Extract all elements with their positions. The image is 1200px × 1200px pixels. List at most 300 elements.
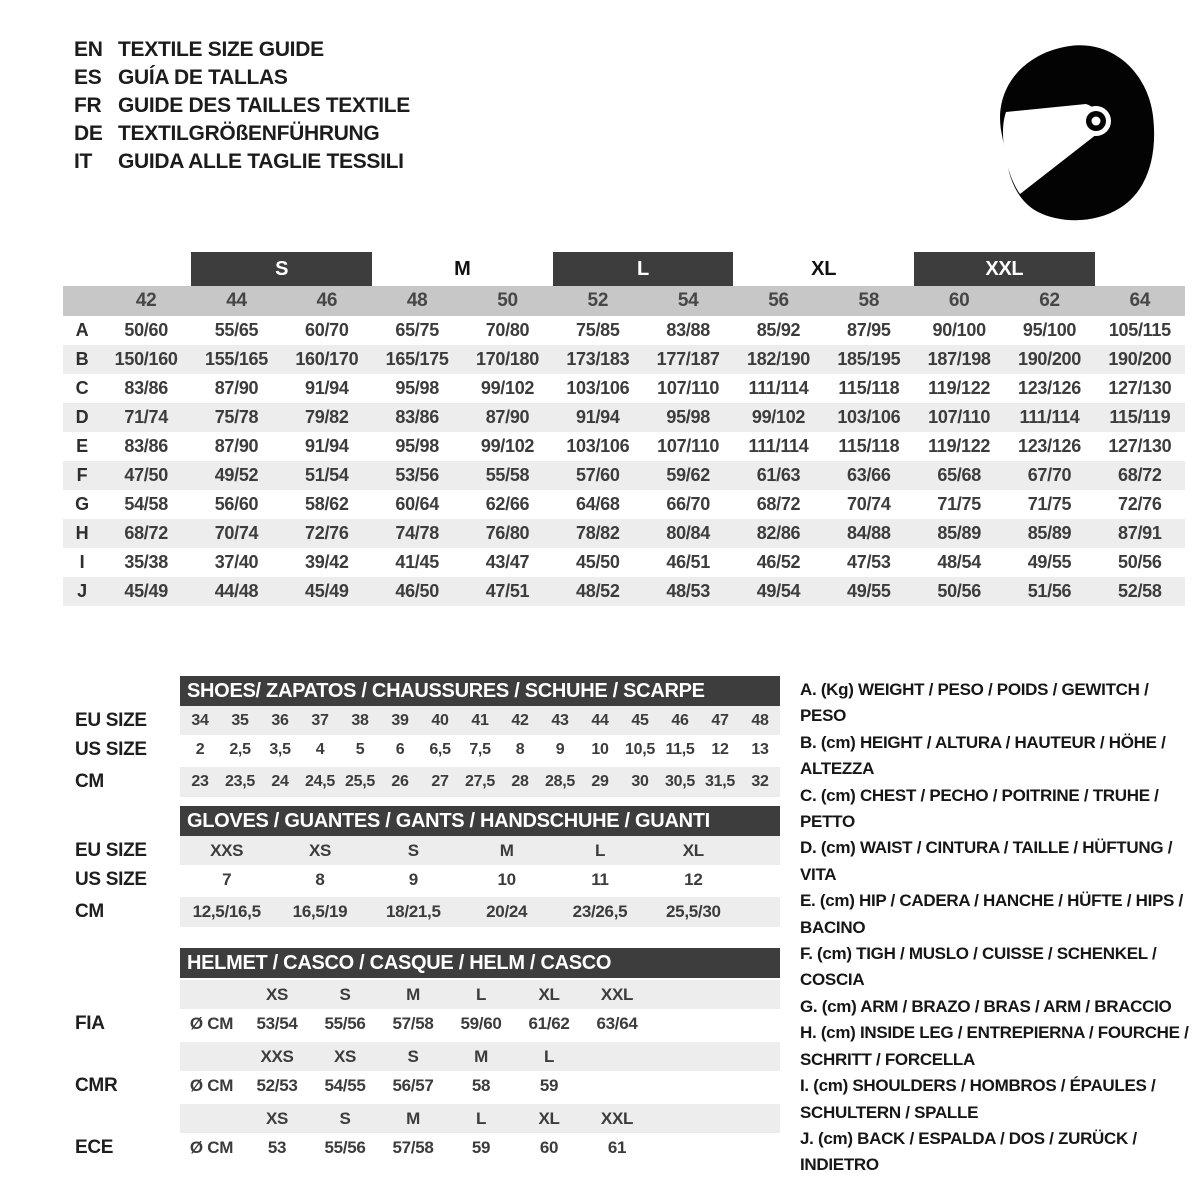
helmet-size-value: 57/58 (392, 1013, 434, 1033)
size-value: 85/89 (937, 523, 981, 543)
size-value: 190/200 (1108, 349, 1172, 369)
size-value: 87/90 (214, 436, 259, 456)
legend-item: B. (cm) HEIGHT / ALTURA / HAUTEUR / HÖHE / ALTEZZA (800, 732, 1166, 779)
size-value: 50/60 (124, 320, 168, 340)
row-label: CM (75, 771, 104, 792)
language-row (74, 64, 410, 92)
size-group-xxl: XXL (914, 252, 1095, 286)
size-row-G (63, 490, 1185, 519)
size-value: 70/74 (214, 523, 259, 543)
diameter-unit: Ø CM (189, 1013, 234, 1033)
size-value: 2,5 (229, 740, 251, 758)
row-grid (180, 897, 740, 927)
size-value: 28,5 (545, 773, 575, 790)
helmet-values-row (63, 1071, 785, 1100)
size-value: 51/54 (305, 465, 349, 485)
size-value: 48/53 (666, 581, 710, 601)
size-value: 170/180 (476, 349, 539, 369)
size-value: 41 (471, 711, 489, 729)
size-value: 127/130 (1108, 378, 1172, 398)
row-grid (180, 1042, 780, 1071)
size-value: 62/66 (485, 494, 530, 514)
size-value: 23,5 (225, 773, 255, 790)
spacer (63, 676, 180, 706)
size-value: 38 (351, 711, 369, 729)
size-value: 49/55 (1027, 552, 1072, 572)
size-value: 12,5/16,5 (192, 902, 261, 921)
size-value: 49/55 (847, 581, 891, 601)
size-value: 46/52 (756, 552, 801, 572)
size-value: 2 (195, 740, 205, 758)
size-value: 43/47 (485, 552, 530, 572)
size-value: 57/60 (576, 465, 620, 485)
spacer (180, 980, 243, 1009)
row-label: EU SIZE (75, 709, 147, 731)
size-value: 99/102 (480, 378, 535, 398)
size-group-row (63, 252, 1185, 286)
size-number: 54 (677, 290, 699, 311)
size-value: 68/72 (124, 523, 168, 543)
size-value: 127/130 (1108, 436, 1172, 456)
size-value: 46 (671, 711, 689, 729)
row-letter: G (75, 494, 89, 514)
size-value: 91/94 (576, 407, 620, 427)
size-value: 42 (511, 711, 529, 729)
diameter-unit: Ø CM (189, 1137, 234, 1157)
gloves-section-header: GLOVES / GUANTES / GANTS / HANDSCHUHE / GUANTI (180, 806, 780, 836)
size-value: L (594, 840, 606, 860)
gloves-body (63, 836, 785, 927)
size-value: 85/92 (756, 320, 801, 340)
legend-item: H. (cm) INSIDE LEG / ENTREPIERNA / FOURCHE / SCHRITT / FORCELLA (800, 1023, 1189, 1069)
racing-helmet-icon (972, 36, 1172, 226)
language-code: EN (74, 38, 103, 61)
measurement-legend (800, 677, 1198, 1179)
size-value: 80/84 (666, 523, 710, 543)
size-value: 119/122 (928, 378, 991, 398)
size-number: 50 (497, 290, 518, 311)
row-values (180, 767, 780, 797)
size-value: 60/70 (305, 320, 349, 340)
size-value: 44 (591, 711, 609, 729)
size-value: 68/72 (756, 494, 801, 514)
size-value: S (407, 840, 419, 860)
section-row (63, 706, 785, 735)
size-value: 83/86 (124, 436, 168, 456)
size-value: 87/91 (1118, 523, 1162, 543)
size-value: 103/106 (566, 436, 630, 456)
size-value: 11,5 (665, 740, 695, 758)
helmet-size-label: M (406, 1108, 420, 1128)
size-number: 64 (1129, 290, 1151, 311)
section-row (63, 735, 785, 764)
size-value: 185/195 (837, 349, 901, 369)
size-value: 48/54 (937, 552, 981, 572)
helmet-size-label: L (475, 1108, 487, 1128)
helmet-size-label: S (339, 984, 351, 1004)
spacer (180, 1104, 243, 1133)
size-value: 119/122 (928, 436, 991, 456)
size-number: 42 (135, 290, 157, 311)
helmet-sizes (180, 980, 780, 1009)
size-number: 60 (948, 290, 970, 311)
size-row-C (63, 374, 1185, 403)
size-value: 10,5 (625, 740, 655, 758)
size-value: 24,5 (305, 773, 335, 790)
size-value: 123/126 (1018, 378, 1081, 398)
size-value: 115/119 (1109, 407, 1171, 427)
legend-item: D. (cm) WAIST / CINTURA / TAILLE / HÜFTUNG / VITA (800, 838, 1173, 884)
size-value: 40 (431, 711, 449, 729)
row-letter: F (76, 465, 88, 485)
legend-item: F. (cm) TIGH / MUSLO / CUISSE / SCHENKEL / COSCIA (800, 944, 1157, 990)
size-value: 23/26,5 (572, 902, 628, 921)
row-grid (180, 706, 780, 735)
helmet-values (180, 1009, 780, 1038)
shoes-body (63, 706, 785, 797)
size-value: 87/90 (485, 407, 530, 427)
size-value: 63/66 (847, 465, 891, 485)
size-value: 85/89 (1027, 523, 1072, 543)
language-title: GUÍA DE TALLAS (118, 66, 288, 89)
size-number: 52 (587, 290, 609, 311)
standard-label: ECE (75, 1136, 114, 1158)
row-grid (180, 1071, 780, 1100)
size-value: 51/56 (1027, 581, 1072, 601)
size-value: 47 (711, 711, 729, 729)
size-number: 62 (1039, 290, 1060, 311)
size-value: 177/187 (656, 349, 720, 369)
language-row (74, 148, 410, 176)
size-value: 9 (408, 869, 418, 889)
row-letter: E (76, 436, 88, 456)
size-value: 87/90 (214, 378, 259, 398)
helmet-size-value: 53 (267, 1137, 287, 1157)
helmet-size-label: L (475, 984, 487, 1004)
size-value: 10 (497, 869, 516, 889)
size-value: 65/75 (395, 320, 439, 340)
size-value: 59/62 (666, 465, 710, 485)
size-value: 99/102 (480, 436, 535, 456)
spacer (63, 1042, 180, 1071)
language-title: TEXTILGRÖßENFÜHRUNG (118, 122, 380, 145)
size-row-E (63, 432, 1185, 461)
language-row (74, 92, 410, 120)
size-value: 4 (315, 740, 325, 758)
size-value: 29 (591, 773, 609, 790)
size-value: 107/110 (657, 436, 720, 456)
size-value: 70/74 (847, 494, 891, 514)
size-value: 165/175 (385, 349, 449, 369)
size-value: 103/106 (566, 378, 630, 398)
size-group-s: S (191, 252, 372, 286)
size-value: 74/78 (395, 523, 439, 543)
helmet-size-label: S (339, 1108, 351, 1128)
row-grid (180, 1133, 780, 1162)
size-value: 83/88 (666, 320, 710, 340)
size-value: 70/80 (485, 320, 530, 340)
helmet-size-value: 63/64 (596, 1013, 638, 1033)
row-values (180, 706, 780, 735)
size-value: 187/198 (927, 349, 991, 369)
size-value: 12 (711, 740, 729, 758)
size-value: 107/110 (928, 407, 991, 427)
helmet-size-value: 61 (607, 1137, 627, 1157)
size-value: 103/106 (837, 407, 901, 427)
size-group-m: M (454, 257, 471, 280)
size-value: 25,5 (345, 773, 375, 790)
helmet-size-label: M (474, 1046, 488, 1066)
section-row (63, 767, 785, 797)
shoes-section (63, 676, 785, 797)
diameter-unit: Ø CM (189, 1075, 234, 1095)
size-value: 111/114 (748, 436, 809, 456)
size-value: XL (682, 840, 704, 860)
size-row-A (63, 316, 1185, 345)
standard-label: FIA (75, 1012, 105, 1034)
size-value: 150/160 (114, 349, 178, 369)
row-label: EU SIZE (75, 839, 147, 861)
size-value: 190/200 (1018, 349, 1081, 369)
language-row (74, 36, 410, 64)
helmet-size-value: 56/57 (392, 1075, 434, 1095)
helmet-size-value: 58 (471, 1075, 491, 1095)
size-value: 56/60 (214, 494, 259, 514)
size-value: 41/45 (395, 552, 439, 572)
size-value: 60/64 (395, 494, 439, 514)
size-value: 45/49 (124, 581, 168, 601)
size-value: 48/52 (576, 581, 620, 601)
helmet-size-label: XS (333, 1046, 357, 1066)
size-value: 28 (511, 773, 529, 790)
size-value: 26 (391, 773, 409, 790)
size-value: M (499, 840, 514, 860)
size-value: 45/50 (576, 552, 620, 572)
size-group-xl: XL (811, 257, 837, 280)
size-value: 23 (191, 773, 209, 790)
spacer (63, 948, 180, 978)
size-value: 182/190 (747, 349, 810, 369)
row-label: US SIZE (75, 738, 147, 760)
row-letter: H (75, 523, 89, 543)
row-letter: B (75, 349, 89, 369)
size-value: 35 (231, 711, 249, 729)
size-value: XS (308, 840, 332, 860)
size-number: 46 (316, 290, 338, 311)
helmet-size-value: 52/53 (256, 1075, 298, 1095)
size-value: 39/42 (305, 552, 349, 572)
size-value: 75/78 (214, 407, 259, 427)
size-value: 67/70 (1027, 465, 1072, 485)
language-code: ES (74, 66, 102, 89)
section-row (63, 836, 785, 865)
size-value: 111/114 (1019, 407, 1080, 427)
legend-item: J. (cm) BACK / ESPALDA / DOS / ZURÜCK / INDIETRO (800, 1128, 1137, 1175)
size-value: 46/51 (666, 552, 710, 572)
size-value: 48 (751, 711, 769, 729)
helmet-size-label: XL (538, 984, 560, 1004)
size-value: 7,5 (469, 740, 491, 758)
helmet-sizes-row (63, 1042, 785, 1071)
size-value: 13 (751, 740, 769, 758)
helmet-size-value: 55/56 (324, 1137, 366, 1157)
size-value: 87/95 (847, 320, 891, 340)
row-letter: A (75, 320, 89, 340)
row-label: CM (75, 901, 104, 922)
size-value: 47/51 (485, 581, 530, 601)
section-row (63, 897, 785, 927)
legend-item: C. (cm) CHEST / PECHO / POITRINE / TRUHE / PETTO (800, 785, 1159, 832)
helmet-values-row (63, 1133, 785, 1162)
size-value: 8 (315, 869, 325, 889)
helmet-size-label: XS (265, 984, 289, 1004)
row-letter: I (79, 552, 85, 572)
size-value: 72/76 (1118, 494, 1162, 514)
helmet-sizes-row (63, 980, 785, 1009)
helmet-size-label: XL (538, 1108, 560, 1128)
size-row-B (63, 345, 1185, 374)
spacer (180, 1042, 243, 1071)
size-value: 55/65 (214, 320, 259, 340)
row-grid (180, 767, 780, 797)
size-value: 95/98 (395, 378, 439, 398)
row-values (180, 735, 780, 764)
helmet-size-label: L (543, 1046, 555, 1066)
size-value: 91/94 (305, 436, 349, 456)
size-value: 61/63 (756, 465, 801, 485)
size-row-J (63, 577, 1185, 606)
size-value: 24 (271, 773, 289, 790)
helmet-size-value: 54/55 (324, 1075, 366, 1095)
size-group-l: L (553, 252, 734, 286)
row-values (180, 836, 780, 865)
size-value: 46/50 (395, 581, 439, 601)
size-value: 47/53 (847, 552, 891, 572)
size-value: 76/80 (485, 523, 530, 543)
size-value: 155/165 (205, 349, 268, 369)
size-value: 45/49 (305, 581, 349, 601)
language-row (74, 120, 410, 148)
size-value: 95/98 (395, 436, 439, 456)
size-value: 36 (271, 711, 289, 729)
size-value: 11 (591, 869, 609, 889)
size-number: 56 (768, 290, 789, 311)
size-value: 71/75 (937, 494, 981, 514)
row-grid (180, 836, 740, 865)
size-value: 10 (591, 740, 609, 758)
language-code: DE (74, 122, 103, 145)
row-letter: C (75, 378, 89, 398)
size-value: XXS (210, 840, 244, 860)
size-value: 54/58 (124, 494, 168, 514)
size-value: 27 (431, 773, 449, 790)
size-value: 115/118 (838, 436, 900, 456)
helmet-size-value: 55/56 (324, 1013, 366, 1033)
size-number-row (63, 286, 1185, 316)
size-number: 44 (226, 290, 247, 311)
size-value: 83/86 (395, 407, 439, 427)
size-value: 27,5 (465, 773, 495, 790)
size-value: 5 (355, 740, 365, 758)
size-value: 78/82 (576, 523, 620, 543)
helmet-sizes (180, 1042, 780, 1071)
size-value: 65/68 (937, 465, 981, 485)
row-grid (180, 865, 740, 894)
size-value: 12 (684, 869, 703, 889)
language-code: FR (74, 94, 102, 117)
language-title: GUIDA ALLE TAGLIE TESSILI (118, 150, 404, 173)
main-size-table (63, 252, 1185, 606)
size-value: 50/56 (937, 581, 981, 601)
size-value: 55/58 (485, 465, 530, 485)
size-value: 44/48 (214, 581, 259, 601)
language-title: GUIDE DES TAILLES TEXTILE (118, 94, 410, 117)
size-value: 53/56 (395, 465, 439, 485)
helmet-size-label: XXS (260, 1046, 294, 1066)
size-value: 95/98 (666, 407, 710, 427)
size-number-spacer (63, 286, 101, 316)
language-title: TEXTILE SIZE GUIDE (118, 38, 324, 61)
size-value: 43 (551, 711, 569, 729)
size-value: 99/102 (751, 407, 806, 427)
size-value: 75/85 (576, 320, 620, 340)
size-row-D (63, 403, 1185, 432)
legend-item: G. (cm) ARM / BRAZO / BRAS / ARM / BRACCIO (800, 996, 1172, 1016)
size-value: 58/62 (305, 494, 349, 514)
helmet-size-label: XS (265, 1108, 289, 1128)
helmet-size-label: XXL (600, 1108, 634, 1128)
helmet-size-label: M (406, 984, 420, 1004)
size-value: 84/88 (847, 523, 891, 543)
row-values (180, 897, 780, 927)
row-letter: D (75, 407, 89, 427)
size-value: 50/56 (1118, 552, 1162, 572)
size-value: 82/86 (756, 523, 801, 543)
language-title-list (74, 36, 410, 176)
helmet-size-value: 61/62 (528, 1013, 570, 1033)
size-value: 31,5 (705, 773, 735, 790)
main-table-body (63, 316, 1185, 606)
size-value: 6 (395, 740, 405, 758)
size-value: 30 (631, 773, 649, 790)
size-value: 3,5 (269, 740, 291, 758)
helmet-body (63, 980, 785, 1162)
size-value: 7 (222, 869, 232, 889)
size-value: 30,5 (665, 773, 695, 790)
size-value: 35/38 (124, 552, 168, 572)
helmet-size-label: S (407, 1046, 419, 1066)
size-value: 49/52 (214, 465, 259, 485)
size-value: 6,5 (429, 740, 451, 758)
legend-item: A. (Kg) WEIGHT / PESO / POIDS / GEWITCH / PESO (800, 680, 1149, 726)
helmet-values (180, 1133, 780, 1162)
size-value: 18/21,5 (386, 902, 441, 921)
size-value: 83/86 (124, 378, 168, 398)
size-value: 160/170 (295, 349, 359, 369)
helmet-sizes-row (63, 1104, 785, 1133)
helmet-size-label: XXL (600, 984, 634, 1004)
size-value: 8 (515, 740, 525, 758)
size-value: 90/100 (932, 320, 986, 340)
size-value: 34 (191, 711, 209, 729)
size-value: 91/94 (305, 378, 349, 398)
size-row-F (63, 461, 1185, 490)
size-value: 71/74 (124, 407, 168, 427)
size-value: 79/82 (305, 407, 349, 427)
spacer (63, 1104, 180, 1133)
size-value: 52/58 (1118, 581, 1162, 601)
size-number: 58 (858, 290, 880, 311)
